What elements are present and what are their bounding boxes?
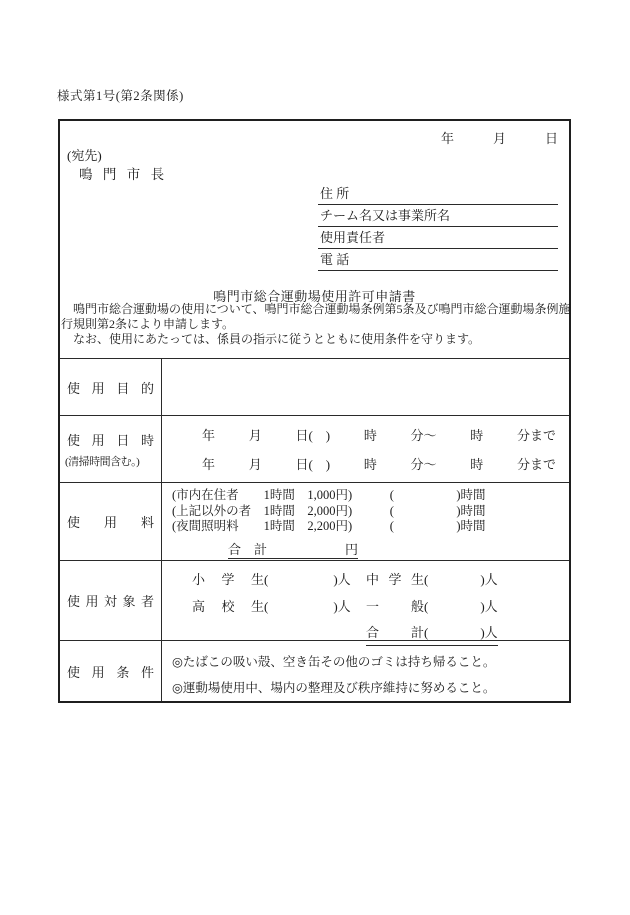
general-count: ( )人 — [424, 599, 498, 614]
datetime-line-2 — [202, 454, 556, 473]
date-line: 年 月 日 — [440, 131, 558, 146]
usage-datetime-note: (清掃時間含む。) — [65, 455, 140, 468]
condition-item-2: ◎運動場使用中、場内の整理及び秩序維持に努めること。 — [172, 681, 496, 695]
dt-minute-until: 分まで — [516, 428, 556, 444]
attendees-label — [60, 561, 162, 640]
attendees-grid — [162, 561, 569, 646]
row-usage-fee — [60, 482, 569, 560]
usage-purpose-label-text: 使 用 目 的 — [67, 380, 154, 396]
junior-high-count: ( )人 — [424, 572, 498, 587]
dt-year: 年 — [202, 428, 216, 444]
attendees-row-1 — [192, 566, 569, 593]
statement-line: 鳴門市総合運動場の使用について、鳴門市総合運動場条例第5条及び鳴門市総合運動場条例施 — [61, 302, 571, 316]
junior-high-label: 中 学 生 — [366, 572, 424, 587]
form-frame — [58, 119, 571, 703]
dt-day: 日( ) — [295, 428, 331, 444]
dt-minute-until: 分まで — [516, 457, 556, 473]
usage-purpose-label — [60, 359, 162, 415]
attendees-label-text: 使 用 対 象 者 — [67, 594, 154, 609]
attendees-value — [162, 561, 569, 640]
row-usage-conditions — [60, 640, 569, 701]
usage-datetime-label — [60, 416, 162, 482]
responsible-person-field: 使用責任者 — [318, 227, 558, 249]
application-statement — [61, 302, 569, 347]
dt-hour-to: 時 — [470, 457, 484, 473]
usage-conditions-label — [60, 641, 162, 701]
elementary-count: ( )人 — [264, 572, 351, 587]
attendees-total-label: 合 計 — [366, 625, 424, 640]
fee-line-resident: (市内在住者 1時間 1,000円) ( )時間 — [172, 488, 486, 503]
phone-field: 電 話 — [318, 249, 558, 271]
fee-total-line — [228, 539, 569, 558]
elementary-label: 小 学 生 — [192, 572, 264, 587]
dt-hour-to: 時 — [470, 428, 484, 444]
high-school-label: 高 校 生 — [192, 599, 264, 614]
team-name-field: チーム名又は事業所名 — [318, 205, 558, 227]
usage-conditions-label-text: 使 用 条 件 — [67, 664, 154, 680]
row-usage-purpose — [60, 358, 569, 415]
addressee-mayor: 鳴 門 市 長 — [79, 167, 165, 182]
address-field: 住 所 — [318, 183, 558, 205]
dt-minute-from: 分～ — [410, 428, 437, 444]
attendees-total-count: ( )人 — [424, 625, 498, 640]
condition-lines — [162, 641, 569, 701]
dt-day: 日( ) — [295, 457, 331, 473]
high-school-count: ( )人 — [264, 599, 351, 614]
dt-hour: 時 — [363, 457, 377, 473]
form-table — [60, 358, 569, 701]
datetime-line-1 — [202, 425, 556, 444]
fee-total-text: 合 計 円 — [228, 541, 359, 557]
general-label: 一 般 — [366, 599, 424, 614]
dt-month: 月 — [248, 428, 262, 444]
statement-line: なお、使用にあたっては、係員の指示に従うとともに使用条件を守ります。 — [61, 332, 481, 346]
usage-datetime-label-text: 使 用 日 時 — [67, 432, 154, 448]
usage-fee-label — [60, 483, 162, 560]
form-number: 様式第1号(第2条関係) — [57, 89, 184, 103]
statement-line: 行規則第2条により申請します。 — [61, 317, 235, 331]
row-usage-datetime — [60, 415, 569, 482]
usage-fee-label-text: 使 用 料 — [67, 515, 154, 531]
applicant-fields — [318, 183, 558, 271]
attendees-row-2 — [192, 593, 569, 620]
dt-year: 年 — [202, 457, 216, 473]
dt-month: 月 — [248, 457, 262, 473]
dt-hour: 時 — [363, 428, 377, 444]
dt-minute-from: 分～ — [410, 457, 437, 473]
usage-purpose-value — [162, 359, 569, 415]
usage-datetime-value — [162, 416, 569, 482]
datetime-lines — [162, 416, 569, 482]
fee-line-nonresident: (上記以外の者 1時間 2,000円) ( )時間 — [172, 503, 486, 518]
fee-lines — [162, 483, 569, 558]
document-title: 鳴門市総合運動場使用許可申請書 — [213, 289, 416, 304]
condition-item-1: ◎たばこの吸い殻、空き缶その他のゴミは持ち帰ること。 — [172, 655, 496, 669]
usage-conditions-value — [162, 641, 569, 701]
fee-line-lighting: (夜間照明料 1時間 2,200円) ( )時間 — [172, 519, 486, 534]
row-attendees — [60, 560, 569, 640]
addressee-prefix: (宛先) — [67, 148, 102, 163]
usage-fee-value — [162, 483, 569, 560]
